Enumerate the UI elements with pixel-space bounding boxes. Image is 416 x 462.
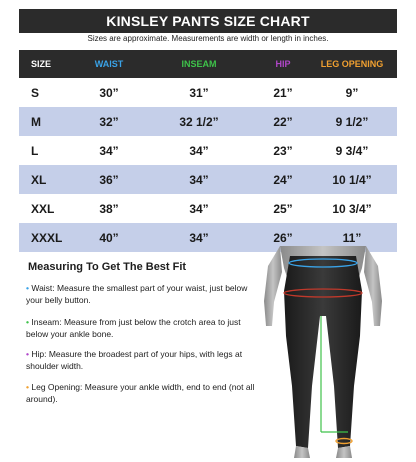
header-leg-opening: LEG OPENING [320,59,384,69]
cell-size: XXL [31,201,55,216]
table-row [19,78,397,107]
header-inseam: INSEAM [181,59,217,69]
cell-leg-opening: 10 3/4” [332,201,372,216]
tip-inseam [26,317,256,340]
cell-inseam: 32 1/2” [179,114,219,129]
cell-size: M [31,114,41,129]
cell-waist: 34” [99,143,119,158]
table-row [19,165,397,194]
cell-hip: 24” [273,172,293,187]
cell-waist: 38” [99,201,119,216]
cell-size: L [31,143,39,158]
cell-leg-opening: 11” [342,230,362,245]
cell-inseam: 31” [189,85,209,100]
cell-inseam: 34” [189,172,209,187]
cell-leg-opening: 10 1/4” [332,172,372,187]
cell-inseam: 34” [189,201,209,216]
tip-text: Leg Opening: Measure your ankle width, end to end (not all around). [26,382,255,404]
cell-hip: 21” [273,85,293,100]
cell-size: XXXL [31,230,63,245]
header-hip: HIP [275,59,291,69]
cell-hip: 25” [273,201,293,216]
header-size: SIZE [31,59,52,69]
bullet-icon: • [26,283,29,293]
cell-hip: 23” [273,143,293,158]
cell-hip: 22” [273,114,293,129]
chart-subtitle: Sizes are approximate. Measurements are width or length in inches. [87,34,329,43]
cell-inseam: 34” [189,230,209,245]
cell-waist: 40” [99,230,119,245]
chart-title: KINSLEY PANTS SIZE CHART [19,9,397,33]
cell-waist: 32” [99,114,119,129]
bullet-icon: • [26,382,29,392]
cell-size: XL [31,172,47,187]
cell-waist: 30” [99,85,119,100]
cell-inseam: 34” [189,143,209,158]
table-row [19,136,397,165]
cell-leg-opening: 9 1/2” [335,114,369,129]
cell-leg-opening: 9” [345,85,359,100]
bullet-icon: • [26,349,29,359]
bullet-icon: • [26,317,29,327]
cell-size: S [31,85,40,100]
guide-title: Measuring To Get The Best Fit [28,261,187,273]
tip-text: Inseam: Measure from just below the crotch area to just below your ankle bone. [26,317,241,339]
tip-hip [26,349,256,372]
tip-text: Hip: Measure the broadest part of your hips, with legs at shoulder width. [26,349,243,371]
tip-text: Waist: Measure the smallest part of your waist, just below your belly button. [26,283,248,305]
table-row [19,107,397,136]
leggings-measurement-figure-icon [258,246,388,460]
header-waist: WAIST [94,59,124,69]
tip-waist [26,283,256,306]
cell-hip: 26” [273,230,293,245]
tip-leg-opening [26,382,256,405]
size-table [19,50,397,252]
cell-leg-opening: 9 3/4” [335,143,369,158]
table-row [19,194,397,223]
cell-waist: 36” [99,172,119,187]
table-header [19,50,397,78]
